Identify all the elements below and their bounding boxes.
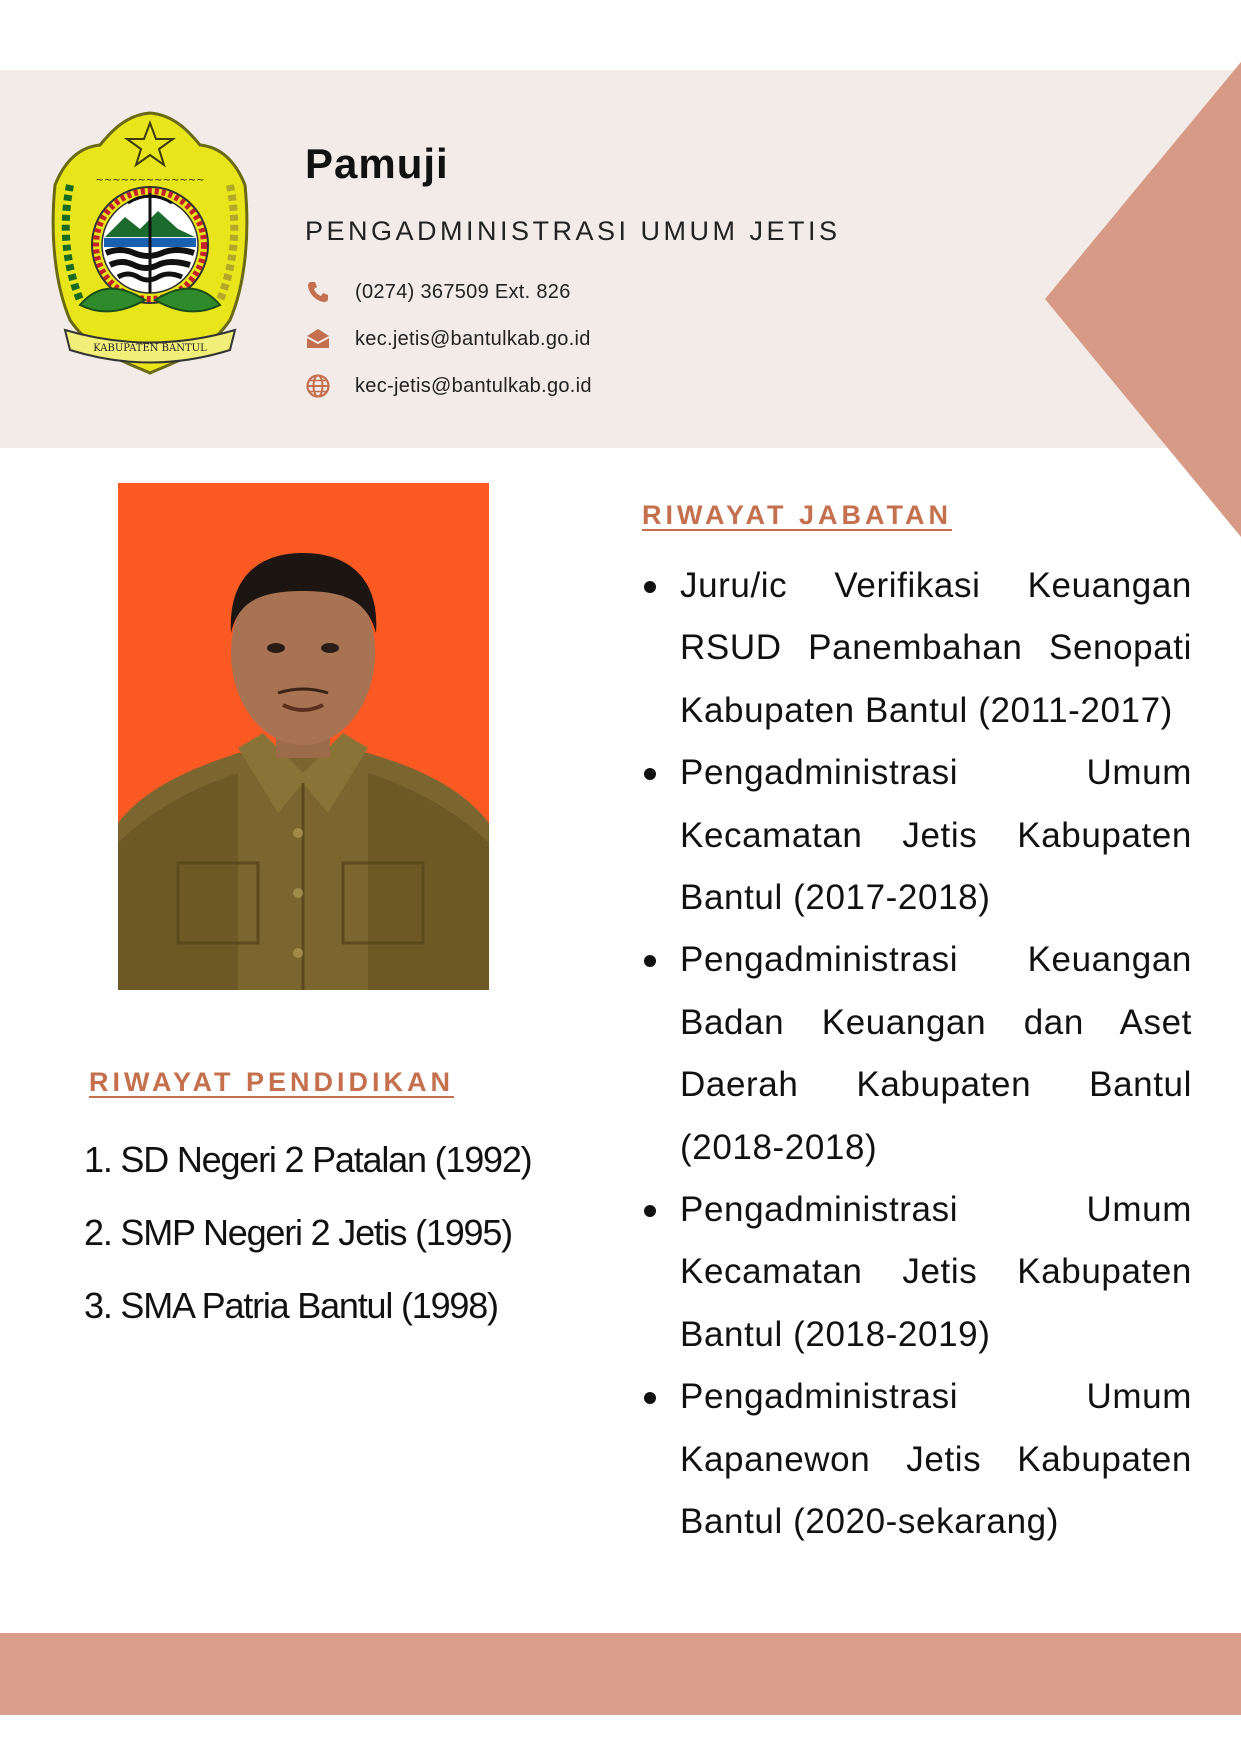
contact-phone-text: (0274) 367509 Ext. 826 bbox=[355, 280, 571, 303]
mail-icon bbox=[305, 326, 331, 352]
globe-icon bbox=[305, 373, 331, 399]
phone-icon bbox=[305, 279, 331, 305]
position-item: Pengadministrasi Umum Kecamatan Jetis Kabupaten Bantul (2018-2019) bbox=[640, 1179, 1192, 1366]
education-section-title: RIWAYAT PENDIDIKAN bbox=[89, 1067, 455, 1097]
person-name: Pamuji bbox=[305, 140, 449, 187]
svg-text:KABUPATEN BANTUL: KABUPATEN BANTUL bbox=[93, 343, 207, 354]
bullet-icon bbox=[644, 955, 656, 967]
positions-section-title: RIWAYAT JABATAN bbox=[642, 500, 953, 530]
position-item: Pengadministrasi Umum Kecamatan Jetis Kabupaten Bantul (2017-2018) bbox=[640, 742, 1192, 929]
position-item: Pengadministrasi Keuangan Badan Keuangan dan Aset Daerah Kabupaten Bantul (2018-2018) bbox=[640, 929, 1192, 1179]
positions-list bbox=[640, 555, 1192, 1554]
position-item: Juru/ic Verifikasi Keuangan RSUD Panembahan Senopati Kabupaten Bantul (2011-2017) bbox=[640, 555, 1192, 742]
svg-text:~~~~~~~~~~~~~: ~~~~~~~~~~~~~ bbox=[95, 175, 205, 186]
footer-band bbox=[0, 1633, 1241, 1715]
contact-web-text: kec-jetis@bantulkab.go.id bbox=[355, 374, 592, 397]
contact-mail-text: kec.jetis@bantulkab.go.id bbox=[355, 327, 591, 350]
contact-mail bbox=[305, 326, 591, 352]
bullet-icon bbox=[644, 581, 656, 593]
kabupaten-bantul-emblem-icon bbox=[50, 105, 250, 380]
bullet-icon bbox=[644, 1205, 656, 1217]
contact-phone bbox=[305, 279, 571, 305]
position-item: Pengadministrasi Umum Kapanewon Jetis Kabupaten Bantul (2020-sekarang) bbox=[640, 1366, 1192, 1553]
contact-web bbox=[305, 373, 592, 399]
education-item: 2. SMP Negeri 2 Jetis (1995) bbox=[84, 1212, 512, 1253]
education-item: 1. SD Negeri 2 Patalan (1992) bbox=[84, 1139, 532, 1180]
decorative-triangle bbox=[1040, 62, 1241, 542]
education-list bbox=[84, 1130, 531, 1349]
bullet-icon bbox=[644, 1392, 656, 1404]
education-item: 3. SMA Patria Bantul (1998) bbox=[84, 1285, 498, 1326]
bullet-icon bbox=[644, 768, 656, 780]
job-title: PENGADMINISTRASI UMUM JETIS bbox=[305, 216, 841, 246]
portrait-photo bbox=[118, 483, 489, 990]
